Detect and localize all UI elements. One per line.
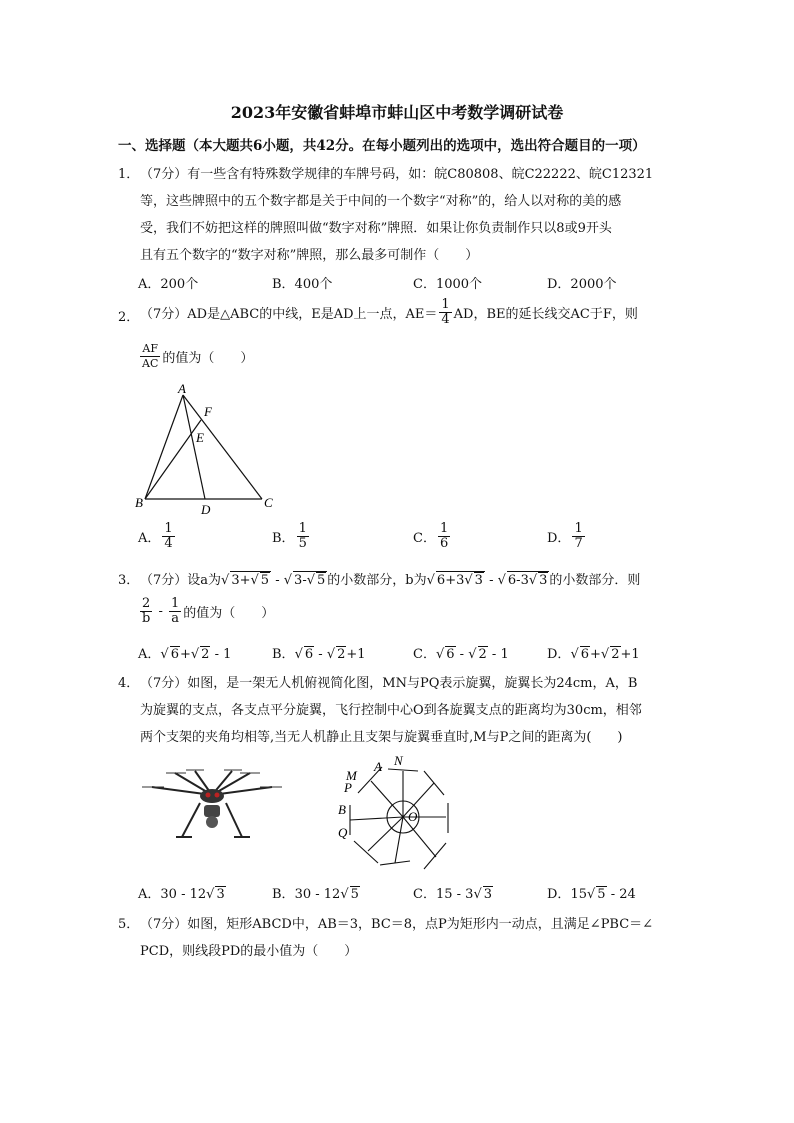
q3-text-2: 的小数部分，b为	[327, 573, 427, 588]
q3-f2-num: 1	[171, 596, 180, 611]
q3-option-b-op: -	[314, 647, 327, 662]
q3-option-d-op: +	[590, 647, 601, 662]
q1-line-4: 且有五个数字的“数字对称”牌照，那么最多可制作（ ）	[140, 248, 479, 263]
q2-option-b-den: 5	[298, 536, 307, 551]
q3-radical-4: 6-3√ 3	[507, 573, 548, 588]
q2-text-b: AD，BE的延长线交AC于F，则	[453, 307, 638, 322]
q2-option-a-fraction	[162, 522, 174, 551]
q3-option-d-rest: +1	[620, 647, 640, 662]
q2-option-a[interactable]	[138, 522, 177, 551]
line-bf	[145, 420, 201, 499]
q3-frac-1-over-a	[169, 597, 181, 626]
q3-option-a-op: +	[179, 647, 191, 662]
q3-option-c-letter: C．	[413, 647, 436, 662]
label-a: A	[178, 381, 186, 396]
q1-line-2: 等，这些牌照中的五个数字都是关于中间的一个数字“对称”的，给人以对称的美的感	[140, 194, 622, 209]
q4-option-c[interactable]: C．15 - 3√ 3	[413, 887, 493, 902]
q1-line-3: 受，我们不妨把这样的牌照叫做“数字对称”牌照．如果让你负责制作只以8或9开头	[140, 221, 612, 236]
q3-radical-1: 3+√ 5	[231, 573, 270, 588]
q4-line-3: 两个支架的夹角均相等,当无人机静止且支架与旋翼垂直时,M与P之间的距离为( )	[140, 730, 623, 745]
q4-option-b-rad: 5	[350, 887, 359, 902]
q4-line-1: （7分）如图，是一架无人机俯视简化图，MN与PQ表示旋翼，旋翼长为24cm，A，B	[140, 676, 638, 691]
q3-rad3-a: 6+3	[436, 573, 465, 588]
q2-frac-numerator: 1	[441, 297, 450, 312]
q1-option-b[interactable]: B．400个	[272, 277, 333, 292]
q2-option-b-fraction	[297, 522, 309, 551]
q4-line-2: 为旋翼的支点，各支点平分旋翼，飞行控制中心O到各旋翼支点的距离均为30cm，相邻	[140, 703, 642, 718]
label-b: B	[338, 802, 346, 817]
q3-rad3-b: 3	[474, 573, 483, 588]
q3-text-4: 的值为（ ）	[183, 606, 275, 621]
q2-option-c-num: 1	[439, 521, 449, 536]
q3-line-1: （7分）设a为√ 3+√ 5 - √ 3-√ 5 的小数部分，b为√ 6+3√ 3 - √ 6-3√ 3 的小数部分．则	[140, 573, 641, 588]
q2-option-d-den: 7	[574, 536, 583, 551]
q3-f1-num: 2	[140, 597, 152, 612]
q4-option-b-pre: 30 - 12	[294, 887, 341, 902]
q3-rad4-a: 6-3	[507, 573, 529, 588]
q2-option-d-letter: D．	[547, 531, 571, 546]
q4-option-b-letter: B．	[272, 887, 295, 902]
q2-option-b-letter: B．	[272, 531, 295, 546]
label-p: P	[344, 780, 352, 795]
section-heading: 一、选择题（本大题共6小题，共42分。在每小题列出的选项中，选出符合题目的一项）	[118, 138, 646, 154]
q2-option-c-fraction	[438, 522, 450, 551]
q3-minus-3: -	[154, 604, 167, 619]
page-title: 2023年安徽省蚌埠市蚌山区中考数学调研试卷	[230, 103, 564, 122]
q4-option-d-letter: D．	[547, 887, 571, 902]
q3-text-1: （7分）设a为	[140, 573, 222, 588]
rotor-schematic	[330, 745, 460, 875]
q3-option-c-rad2: 2	[478, 647, 487, 662]
q2-option-b[interactable]	[272, 522, 311, 551]
q2-option-a-den: 4	[164, 536, 173, 551]
q3-option-c-op: -	[455, 647, 469, 662]
label-o: O	[408, 809, 418, 824]
label-n: N	[394, 753, 403, 768]
q2-option-b-num: 1	[298, 521, 307, 536]
q4-option-d-post: - 24	[606, 887, 636, 902]
q1-option-a[interactable]: A．200个	[138, 277, 199, 292]
q2-option-a-num: 1	[164, 521, 173, 536]
q4-option-a-letter: A．	[138, 887, 161, 902]
q3-option-c-rest: - 1	[487, 647, 509, 662]
q3-option-c-rad1: 6	[446, 647, 455, 662]
median-ad	[183, 395, 205, 499]
label-d: D	[201, 502, 211, 517]
q4-option-a-pre: 30 - 12	[160, 887, 207, 902]
q4-number: 4．	[118, 676, 140, 691]
q2-line-1	[140, 298, 638, 327]
q4-option-a[interactable]: A．30 - 12√ 3	[138, 887, 225, 902]
q4-option-c-letter: C．	[413, 887, 436, 902]
q1-option-c[interactable]: C．1000个	[413, 277, 483, 292]
q2-option-a-letter: A．	[138, 531, 161, 546]
q2-option-c-den: 6	[439, 536, 449, 551]
q3-option-b[interactable]: B．√ 6 - √ 2+1	[272, 647, 366, 662]
side-ac	[183, 395, 262, 499]
q2-text-c: 的值为（ ）	[162, 351, 254, 366]
q2-fraction-af-ac	[140, 342, 160, 371]
q2-frac-af: AF	[140, 342, 160, 357]
q1-number: 1．	[118, 167, 140, 182]
q2-frac-denominator: 4	[441, 312, 450, 327]
q3-option-a-rad2: 2	[201, 647, 210, 662]
q4-option-a-rad: 3	[216, 887, 225, 902]
q3-f1-den: b	[142, 611, 151, 626]
q2-line-2	[138, 342, 253, 371]
q3-option-b-letter: B．	[272, 647, 295, 662]
q1-line-1: （7分）有一些含有特殊数学规律的车牌号码，如：皖C80808、皖C22222、皖C12321	[140, 167, 654, 182]
q3-rad1-a: 3+	[231, 573, 251, 588]
q5-line-1: （7分）如图，矩形ABCD中，AB＝3，BC＝8，点P为矩形内一动点，且满足∠PBC＝∠	[140, 917, 654, 932]
label-b: B	[135, 495, 143, 510]
q3-option-a-rad1: 6	[170, 647, 179, 662]
q3-rad1-b: 5	[260, 573, 270, 588]
q4-option-b[interactable]: B．30 - 12√ 5	[272, 887, 359, 902]
q4-option-c-rad: 3	[483, 887, 493, 902]
q2-number: 2．	[118, 310, 140, 325]
q3-radical-3: 6+3√ 3	[436, 573, 483, 588]
q3-rad4-b: 3	[539, 573, 548, 588]
q3-f2-den: a	[171, 611, 180, 626]
q3-option-b-rad2: 2	[337, 647, 346, 662]
q5-line-2: PCD，则线段PD的最小值为（ ）	[140, 944, 358, 959]
q2-frac-ac: AC	[142, 357, 159, 370]
q3-option-d-letter: D．	[547, 647, 571, 662]
q2-text-a: （7分）AD是△ABC的中线，E是AD上一点，AE＝	[140, 307, 438, 322]
q3-option-b-rest: +1	[346, 647, 366, 662]
q4-option-c-pre: 15 - 3	[435, 887, 474, 902]
q3-frac-2-over-b	[140, 597, 152, 626]
drone-photo	[140, 765, 285, 845]
q3-option-d-rad2: 2	[611, 647, 620, 662]
q2-fraction-quarter	[439, 298, 451, 327]
label-f: F	[204, 404, 212, 419]
q4-option-d-pre: 15	[570, 887, 587, 902]
q3-minus-1: -	[271, 573, 284, 588]
q4-option-d[interactable]: D．15√ 5 - 24	[547, 887, 636, 902]
q2-option-d-fraction	[572, 522, 584, 551]
q3-rad2-b: 5	[317, 573, 326, 588]
label-c: C	[264, 495, 273, 510]
label-m: M	[346, 768, 357, 783]
side-ab	[145, 395, 183, 499]
q2-option-d[interactable]	[547, 522, 587, 551]
q3-option-a-letter: A．	[138, 647, 161, 662]
q3-option-d-rad1: 6	[580, 647, 590, 662]
q3-text-3: 的小数部分．则	[549, 573, 641, 588]
q2-option-c-letter: C．	[413, 531, 436, 546]
q3-option-b-rad1: 6	[304, 647, 314, 662]
q3-option-d[interactable]: D．√ 6+√ 2+1	[547, 647, 640, 662]
q2-option-c[interactable]	[413, 522, 452, 551]
q4-option-d-rad: 5	[597, 887, 606, 902]
q3-minus-2: -	[484, 573, 498, 588]
q3-number: 3．	[118, 573, 140, 588]
q3-option-a[interactable]: A．√ 6+√ 2 - 1	[138, 647, 232, 662]
q3-line-2	[138, 597, 274, 626]
q3-option-c[interactable]: C．√ 6 - √ 2 - 1	[413, 647, 509, 662]
label-a: A	[374, 759, 382, 774]
label-q: Q	[338, 825, 348, 840]
q3-option-a-rest: - 1	[210, 647, 232, 662]
q1-option-d[interactable]: D．2000个	[547, 277, 617, 292]
q3-rad2-a: 3-	[294, 573, 307, 588]
label-e: E	[196, 430, 204, 445]
q3-radical-2: 3-√ 5	[294, 573, 326, 588]
q5-number: 5．	[118, 917, 140, 932]
triangle-figure	[130, 380, 290, 520]
q2-option-d-num: 1	[574, 521, 583, 536]
